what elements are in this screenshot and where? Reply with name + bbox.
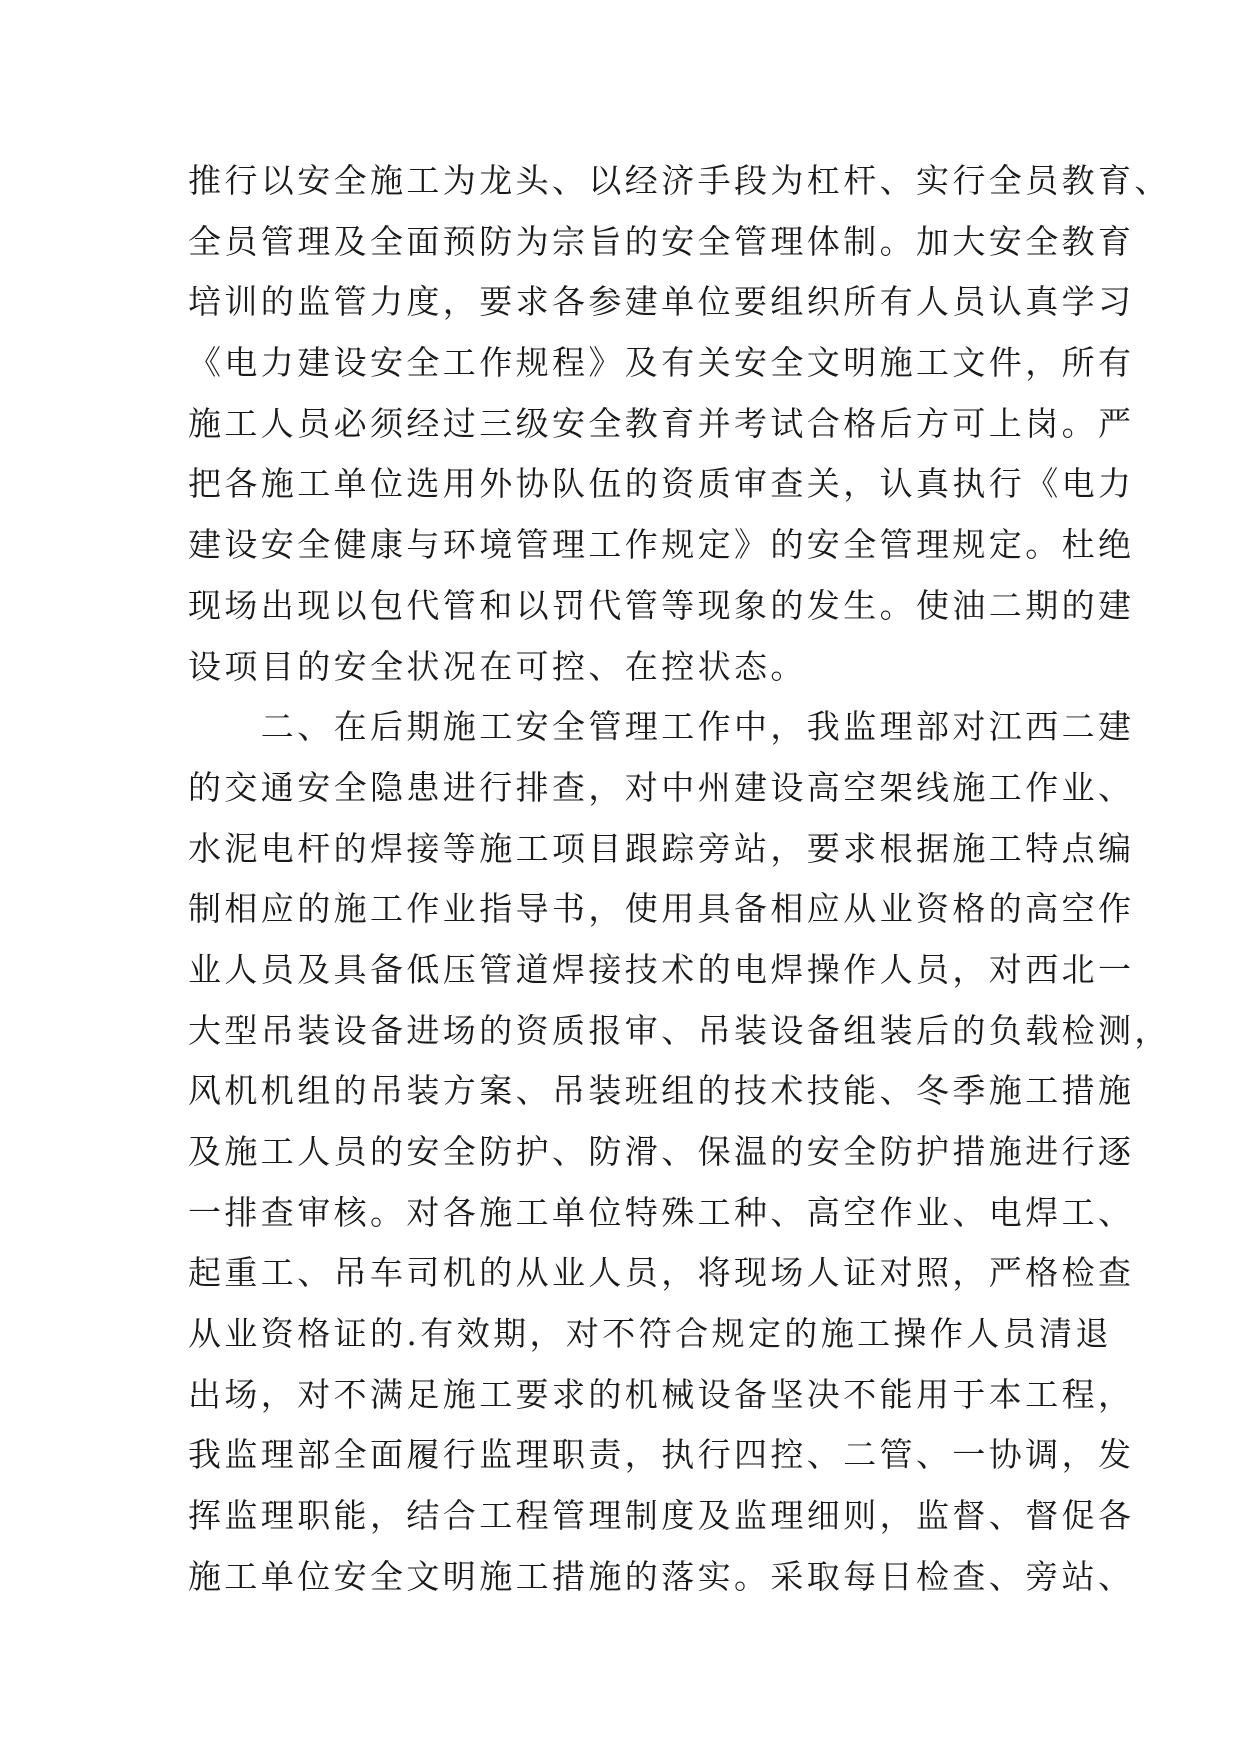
text-line: 的交通安全隐患进行排查，对中州建设高空架线施工作业、 [188,767,1135,807]
text-line: 制相应的施工作业指导书，使用具备相应从业资格的高空作 [188,889,1135,929]
text-line: 业人员及具备低压管道焊接技术的电焊操作人员，对西北一 [188,949,1135,989]
text-line: 把各施工单位选用外协队伍的资质审查关，认真执行《电力 [188,464,1135,504]
text-line: 及施工人员的安全防护、防滑、保温的安全防护措施进行逐 [188,1132,1135,1171]
text-line: 风机机组的吊装方案、吊装班组的技术技能、冬季施工措施 [188,1071,1135,1111]
body-text [188,151,1171,1608]
paragraph-start-line: 二、在后期施工安全管理工作中，我监理部对江西二建 [188,707,1135,747]
text-line: 设项目的安全状况在可控、在控状态。 [188,646,807,686]
text-line: 从业资格证的.有效期，对不符合规定的施工操作人员清退 [188,1314,1112,1354]
text-line: 出场，对不满足施工要求的机械设备坚决不能用于本工程， [188,1374,1135,1414]
text-line: 《电力建设安全工作规程》及有关安全文明施工文件，所有 [188,343,1135,383]
text-line: 我监理部全面履行监理职责，执行四控、二管、一协调，发 [188,1435,1135,1475]
text-line: 施工单位安全文明施工措施的落实。采取每日检查、旁站、 [188,1556,1135,1596]
text-line: 推行以安全施工为龙头、以经济手段为杠杆、实行全员教育、 [188,161,1171,200]
text-line: 一排查审核。对各施工单位特殊工种、高空作业、电焊工、 [188,1192,1135,1232]
text-line: 现场出现以包代管和以罚代管等现象的发生。使油二期的建 [188,585,1135,625]
text-line: 水泥电杆的焊接等施工项目跟踪旁站，要求根据施工特点编 [188,828,1135,868]
text-line: 建设安全健康与环境管理工作规定》的安全管理规定。杜绝 [188,525,1135,565]
text-line: 大型吊装设备进场的资质报审、吊装设备组装后的负载检测， [188,1010,1171,1050]
text-line: 施工人员必须经过三级安全教育并考试合格后方可上岗。严 [188,403,1135,443]
text-line: 起重工、吊车司机的从业人员，将现场人证对照，严格检查 [188,1253,1135,1293]
text-line: 挥监理职能，结合工程管理制度及监理细则，监督、督促各 [188,1496,1135,1536]
text-line: 培训的监管力度，要求各参建单位要组织所有人员认真学习 [188,282,1135,322]
text-line: 全员管理及全面预防为宗旨的安全管理体制。加大安全教育 [188,221,1135,261]
